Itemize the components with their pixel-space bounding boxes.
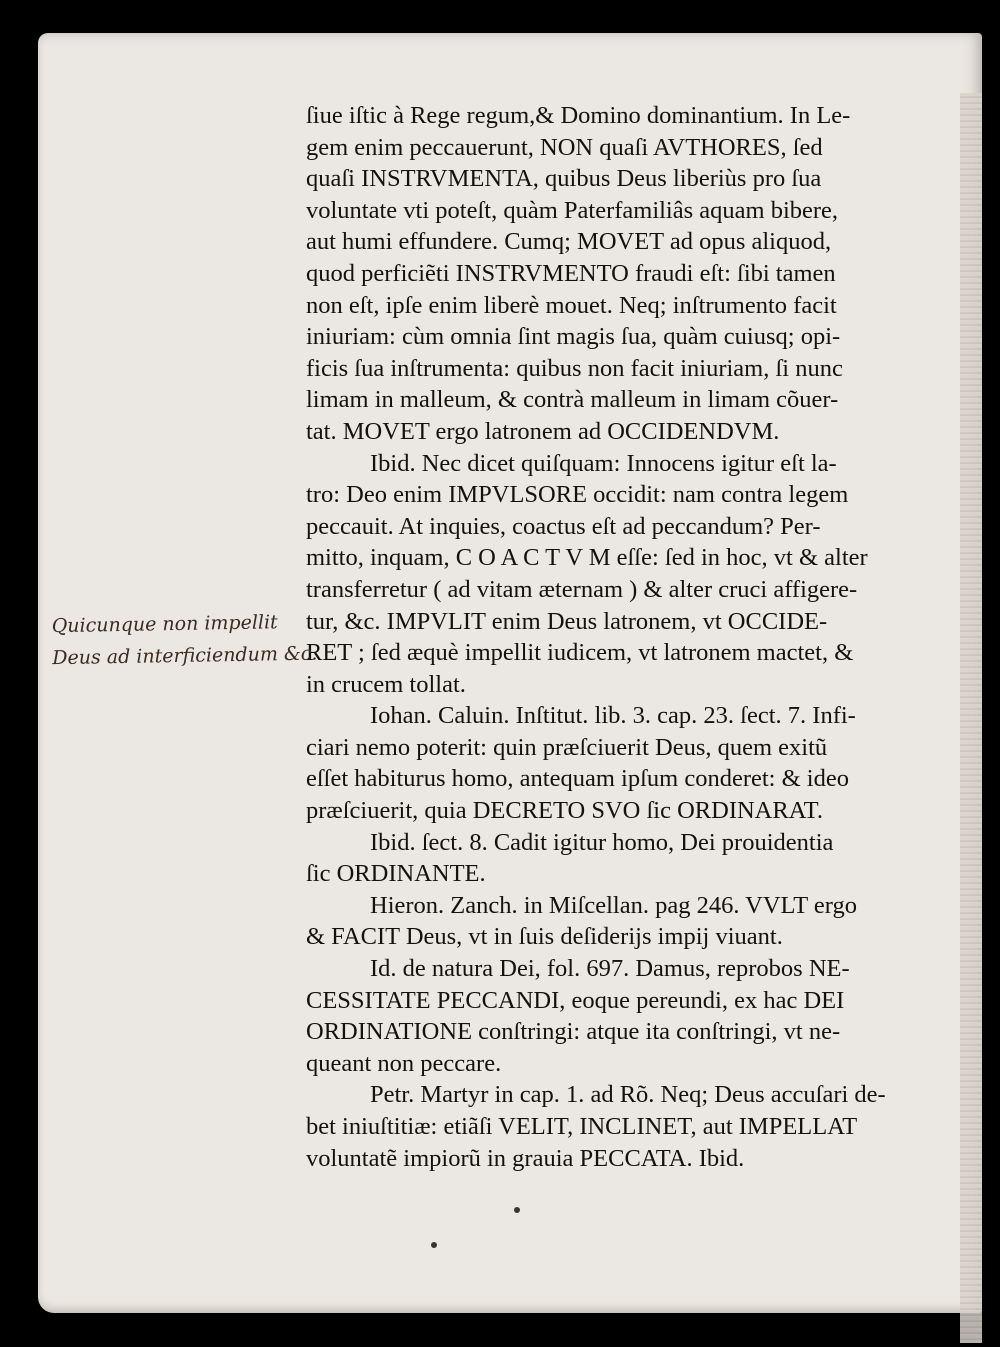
text-line: Id. de natura Dei, fol. 697. Damus, reprobos NE- [370, 955, 850, 983]
text-line: & FACIT Deus, vt in ſuis deſiderijs impij viuant. [306, 923, 783, 951]
text-line: ficis ſua inſtrumenta: quibus non facit iniuriam, ſi nunc [306, 354, 843, 382]
text-line: ciari nemo poterit: quin præſciuerit Deus, quem exitũ [306, 733, 828, 761]
text-line: Ibid. ſect. 8. Cadit igitur homo, Dei prouidentia [370, 828, 834, 856]
text-line: eſſet habiturus homo, antequam ipſum conderet: & ideo [306, 765, 849, 793]
text-line: tat. MOVET ergo latronem ad OCCIDENDVM. [306, 417, 780, 445]
text-line: quaſi INSTRVMENTA, quibus Deus liberiùs pro ſua [306, 165, 822, 193]
margin-note-line: Deus ad interficiendum &c. [52, 642, 318, 670]
text-line: ORDINATIONE conſtringi: atque ita conſtringi, vt ne- [306, 1018, 841, 1046]
text-line: peccauit. At inquies, coactus eſt ad peccandum? Per- [306, 512, 821, 540]
text-line: Ibid. Nec dicet quiſquam: Innocens igitur eſt la- [370, 449, 837, 477]
text-line: in crucem tollat. [306, 670, 466, 698]
text-line: ſic ORDINANTE. [306, 860, 486, 888]
ink-speck [514, 1207, 520, 1213]
text-line: RET ; ſed æquè impellit iudicem, vt latronem mactet, & [306, 639, 854, 667]
text-line: mitto, inquam, C O A C T V M eſſe: ſed in hoc, vt & alter [306, 544, 868, 572]
text-line: Petr. Martyr in cap. 1. ad Rõ. Neq; Deus accuſari de- [370, 1081, 886, 1109]
text-line: ſiue iſtic à Rege regum,& Domino dominantium. In Le- [306, 102, 851, 129]
text-line: aut humi effundere. Cumq; MOVET ad opus aliquod, [306, 228, 832, 256]
text-line: præſciuerit, quia DECRETO SVO ſic ORDINARAT. [306, 797, 823, 825]
text-line: Iohan. Caluin. Inſtitut. lib. 3. cap. 23. ſect. 7. Infi- [370, 702, 856, 730]
text-line: tur, &c. IMPVLIT enim Deus latronem, vt OCCIDE- [306, 607, 828, 635]
text-line: quod perficiẽti INSTRVMENTO fraudi eſt: ſibi tamen [306, 259, 836, 287]
text-line: bet iniuſtitiæ: etiãſi VELIT, INCLINET, aut IMPELLAT [306, 1113, 858, 1140]
text-line: iniuriam: cùm omnia ſint magis ſua, quàm cuiusq; opi- [306, 323, 841, 351]
handwritten-margin-note [51, 606, 318, 674]
text-line: tro: Deo enim IMPVLSORE occidit: nam contra legem [306, 481, 849, 509]
text-line: limam in malleum, & contrà malleum in limam cõuer- [306, 386, 839, 414]
margin-note-line: Quicunque non impellit [51, 611, 278, 638]
text-line: transferretur ( ad vitam æternam ) & alter cruci affigere- [306, 575, 858, 603]
ink-speck [431, 1242, 437, 1248]
text-line: Hieron. Zanch. in Miſcellan. pag 246. VVLT ergo [370, 891, 857, 919]
text-line: voluntatẽ impiorũ in grauia PECCATA. Ibid. [306, 1144, 745, 1172]
text-line: voluntate vti poteſt, quàm Paterfamiliâs aquam bibere, [306, 196, 839, 224]
printed-text-block [306, 100, 978, 1174]
text-line: non eſt, ipſe enim liberè mouet. Neq; inſtrumento facit [306, 291, 837, 319]
text-line: CESSITATE PECCANDI, eoque pereundi, ex hac DEI [306, 986, 845, 1014]
text-line: queant non peccare. [306, 1049, 502, 1077]
text-line: gem enim peccauerunt, NON quaſi AVTHORES, ſed [306, 133, 823, 161]
